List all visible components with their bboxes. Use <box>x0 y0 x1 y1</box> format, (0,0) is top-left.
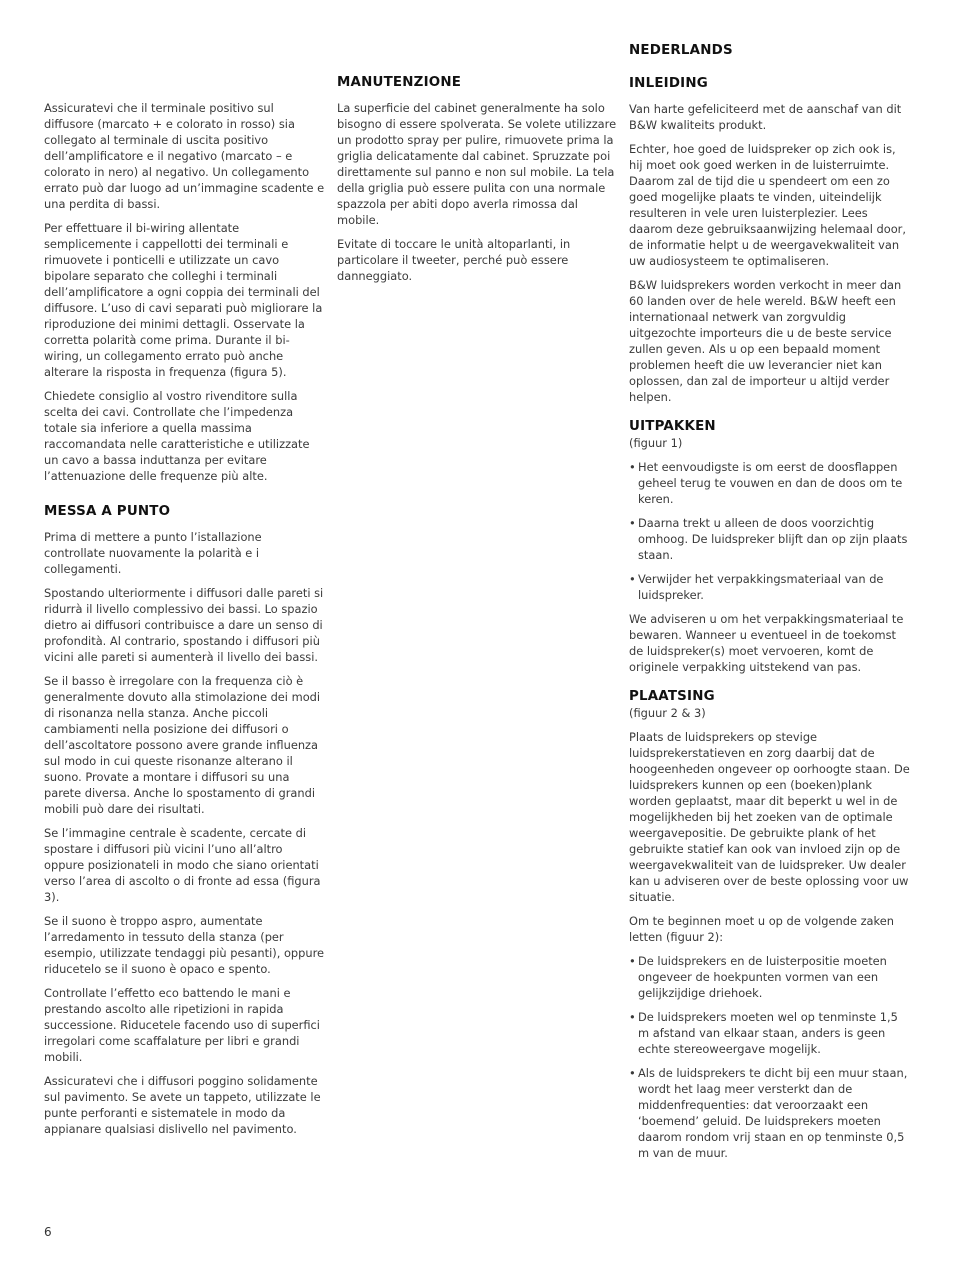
column-italian-middle <box>337 75 619 292</box>
heading-uitpakken: UITPAKKEN <box>629 419 716 434</box>
paragraph-messa-2: Spostando ulteriormente i diffusori dalle pareti si ridurrà il livello complessivo dei bassi. Lo spazio dietro ai diffusori contribuisce a dare un senso di profondità. Al contrario, spostando i diffusori più vicini alle pareti si aumenterà il livello dei bassi. <box>44 586 324 664</box>
heading-plaatsing: PLAATSING <box>629 689 715 704</box>
paragraph-uitpakken: We adviseren u om het verpakkingsmateriaal te bewaren. Wanneer u eventueel in de toekomst de luidspreker(s) moet vervoeren, komt de originele verpakking uitstekend van pas. <box>629 612 904 674</box>
paragraph-messa-5: Se il suono è troppo aspro, aumentate l’arredamento in tessuto della stanza (per esempio, utilizzate tendaggi più pesanti), oppure riducetelo se il suono è opaco e spento. <box>44 914 325 976</box>
bullet-item: • Verwijder het verpakkingsmateriaal van de luidspreker. <box>629 572 884 602</box>
subheading-plaatsing: (figuur 2 & 3) <box>629 706 706 720</box>
bullet-item: • De luidsprekers moeten wel op tenminste 1,5 m afstand van elkaar staan, anders is geen echte stereoweergave mogelijk. <box>629 1010 898 1056</box>
paragraph-plaatsing-2: Om te beginnen moet u op de volgende zaken letten (figuur 2): <box>629 914 894 944</box>
subheading-uitpakken: (figuur 1) <box>629 436 683 450</box>
column-italian-left <box>44 100 326 1145</box>
paragraph-messa-6: Controllate l’effetto eco battendo le mani e prestando ascolto alle ripetizioni in rapida successione. Riducetele facendo uso di superfici irregolari come scaffalature per libri e grandi mobili. <box>44 986 320 1064</box>
language-heading: NEDERLANDS <box>629 43 733 58</box>
bullet-item: • De luidsprekers en de luisterpositie moeten ongeveer de hoekpunten vormen van een gelijkzijdige driehoek. <box>629 954 887 1000</box>
paragraph-messa-1: Prima di mettere a punto l’istallazione controllate nuovamente la polarità e i collegamenti. <box>44 530 262 576</box>
bullet-item: • Daarna trekt u alleen de doos voorzichtig omhoog. De luidspreker blijft dan op zijn plaats staan. <box>629 516 908 562</box>
paragraph-polarity: Assicuratevi che il terminale positivo sul diffusore (marcato + e colorato in rosso) sia collegato al terminale di uscita positivo dell’amplificatore e il negativo (marcato – e colorato in nero) al negativo. Un collegamento errato può dar luogo ad un’immagine scadente e una perdita di bassi. <box>44 101 325 211</box>
column-dutch <box>629 43 911 1169</box>
page-number: 6 <box>44 1225 52 1239</box>
paragraph-messa-3: Se il basso è irregolare con la frequenza ciò è generalmente dovuto alla stimolazione dei modi di risonanza nella stanza. Anche piccoli cambiamenti nella posizione dei diffusori o dell’ascoltatore possono avere grande influenza sul modo in cui queste risonanze alterano il suono. Provate a montare i diffusori su una parete diversa. Anche lo spostamento di grandi mobili può dare dei risultati. <box>44 674 321 816</box>
heading-messa-a-punto: MESSA A PUNTO <box>44 504 171 519</box>
heading-manutenzione: MANUTENZIONE <box>337 75 462 90</box>
bullet-item: • Als de luidsprekers te dicht bij een muur staan, wordt het laag meer versterkt dan de middenfrequenties: dat veroorzaakt een ‘boemend’ geluid. De luidsprekers moeten daarom rondom vrij staan en op tenminste 0,5 m van de muur. <box>629 1066 908 1160</box>
paragraph-inleiding-3: B&W luidsprekers worden verkocht in meer dan 60 landen over de hele wereld. B&W heeft een internationaal netwerk van zorgvuldig uitgezochte importeurs die u de beste service zullen geven. Als u op een bepaald moment problemen heeft die uw leverancier niet kan oplossen, dan zal de importeur u altijd verder helpen. <box>629 278 902 404</box>
paragraph-inleiding-2: Echter, hoe goed de luidspreker op zich ook is, hij moet ook goed werken in de luisterruimte. Daarom zal de tijd die u spendeert om een zo goed mogelijke plaats te vinden, uiteindelijk resulteren in vele uren luisterplezier. Lees daarom deze gebruiksaanwijzing helemaal door, de informatie helpt u de weergavekwaliteit van uw audiosysteem te optimaliseren. <box>629 142 906 268</box>
paragraph-manutenzione-1: La superficie del cabinet generalmente ha solo bisogno di essere spolverata. Se volete utilizzare un prodotto spray per pulire, rimuovete prima la griglia delicatamente dal cabinet. Spruzzate poi direttamente sul panno e non sul mobile. La tela della griglia può essere pulita con una normale spazzola per abiti dopo averla rimossa dal mobile. <box>337 101 617 227</box>
heading-inleiding: INLEIDING <box>629 76 708 91</box>
paragraph-manutenzione-2: Evitate di toccare le unità altoparlanti, in particolare il tweeter, perché può essere danneggiato. <box>337 237 571 283</box>
paragraph-messa-4: Se l’immagine centrale è scadente, cercate di spostare i diffusori più vicini l’uno all’altro oppure posizionateli in modo che siano orientati verso l’area di ascolto o di fronte ad essa (figura 3). <box>44 826 321 904</box>
paragraph-messa-7: Assicuratevi che i diffusori poggino solidamente sul pavimento. Se avete un tappeto, utilizzate le punte perforanti e sistematele in modo da appianare qualsiasi dislivello nel pavimento. <box>44 1074 321 1136</box>
bullet-item: • Het eenvoudigste is om eerst de doosflappen geheel terug te vouwen en dan de doos om te keren. <box>629 460 903 506</box>
paragraph-biwiring: Per effettuare il bi-wiring allentate semplicemente i cappellotti dei terminali e rimuovete i ponticelli e utilizzate un cavo bipolare separato che colleghi i terminali dell’amplificatore a ogni coppia dei terminali del diffusore. L’uso di cavi separati può migliorare la riproduzione dei minimi dettagli. Osservate la corretta polarità come prima. Durante il bi-wiring, un collegamento errato può anche alterare la risposta in frequenza (figura 5). <box>44 221 323 379</box>
paragraph-cables: Chiedete consiglio al vostro rivenditore sulla scelta dei cavi. Controllate che l’impedenza totale sia inferiore a quella massima raccomandata nelle caratteristiche e utilizzate un cavo a bassa induttanza per evitare l’attenuazione delle frequenze più alte. <box>44 389 310 483</box>
paragraph-inleiding-1: Van harte gefeliciteerd met de aanschaf van dit B&W kwaliteits produkt. <box>629 102 902 132</box>
paragraph-plaatsing-1: Plaats de luidsprekers op stevige luidsprekerstatieven en zorg daarbij dat de hoogeenheden ongeveer op oorhoogte staan. De luidsprekers kunnen op een (boeken)plank worden geplaatst, maar dit beperkt u wel in de mogelijkheden bij het zoeken van de optimale weergavepositie. De gebruikte plank of het gebruikte statief kan ook van invloed zijn op de weergavekwaliteit van de luidspreker. Uw dealer kan u adviseren over de beste oplossing voor uw situatie. <box>629 730 910 904</box>
